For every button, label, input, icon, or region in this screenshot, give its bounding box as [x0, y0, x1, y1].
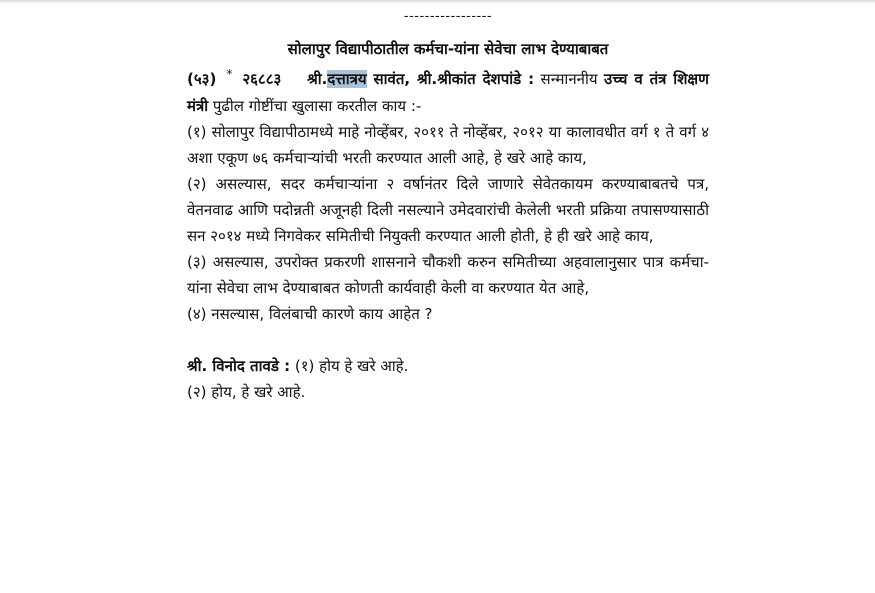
document-title: सोलापुर विद्यापीठातील कर्मचा-यांना सेवेचा लाभ देण्याबाबत: [287, 40, 609, 58]
answer-text-1: (१) होय हे खरे आहे.: [290, 357, 409, 375]
question-point-3: (३) असल्यास, उपरोक्त प्रकरणी शासनाने चौकशी करुन समितीच्या अहवालानुसार पात्र कर्मचा-यांना सेवेचा लाभ देण्याबाबत कोणती कार्यवाही केली वा करण्यात येत आहे,: [187, 253, 709, 297]
answer-line-1: [187, 353, 709, 379]
answer-line-2: (२) होय, हे खरे आहे.: [187, 383, 306, 401]
answer-speaker: श्री. विनोद तावडे :: [187, 357, 291, 375]
document-page: [187, 8, 709, 405]
question-point-4: (४) नसल्यास, विलंबाची कारणे काय आहेत ?: [187, 305, 433, 323]
spacer: [187, 327, 709, 353]
question-id: २६८८३: [242, 70, 282, 88]
question-point-1: (१) सोलापुर विद्यापीठामध्ये माहे नोव्हेंबर, २०११ ते नोव्हेंबर, २०१२ या कालावधीत वर्ग १ ते वर्ग ४ अशा एकूण ७६ कर्मचाऱ्यांची भरती करण्यात आली आहे, हे खरे आहे काय,: [187, 123, 709, 167]
question-point-2: (२) असल्यास, सदर कर्मचाऱ्यांना २ वर्षानंतर दिले जाणारे सेवेतकायम करण्याबाबतचे पत्र, वेतनवाढ आणि पदोन्नती अजूनही दिली नसल्याने उमेदवारांची केलेली भरती प्रक्रिया तपासण्यासाठी सन २०१४ मध्ये निगवेकर समितीची नियुक्ती करण्यात आली होती, हे ही खरे आहे काय,: [187, 175, 709, 245]
question-number: (५३): [187, 70, 217, 88]
minister-title: उच्च व तंत्र शिक्षण मंत्री: [187, 70, 709, 115]
separator-line: -----------------: [403, 9, 493, 24]
question-intro-end: पुढील गोष्टींचा खुलासा करतील काय :-: [208, 97, 422, 115]
window-top-border: [0, 0, 875, 3]
member-prefix: श्री.: [307, 70, 328, 88]
member-names: सावंत, श्री.श्रीकांत देशपांडे :: [366, 70, 535, 88]
question-intro: सन्माननीय: [534, 70, 605, 88]
question-header: [187, 66, 709, 119]
starred-marker: *: [226, 67, 233, 81]
selected-text-highlight[interactable]: दत्तात्रय: [327, 70, 367, 88]
